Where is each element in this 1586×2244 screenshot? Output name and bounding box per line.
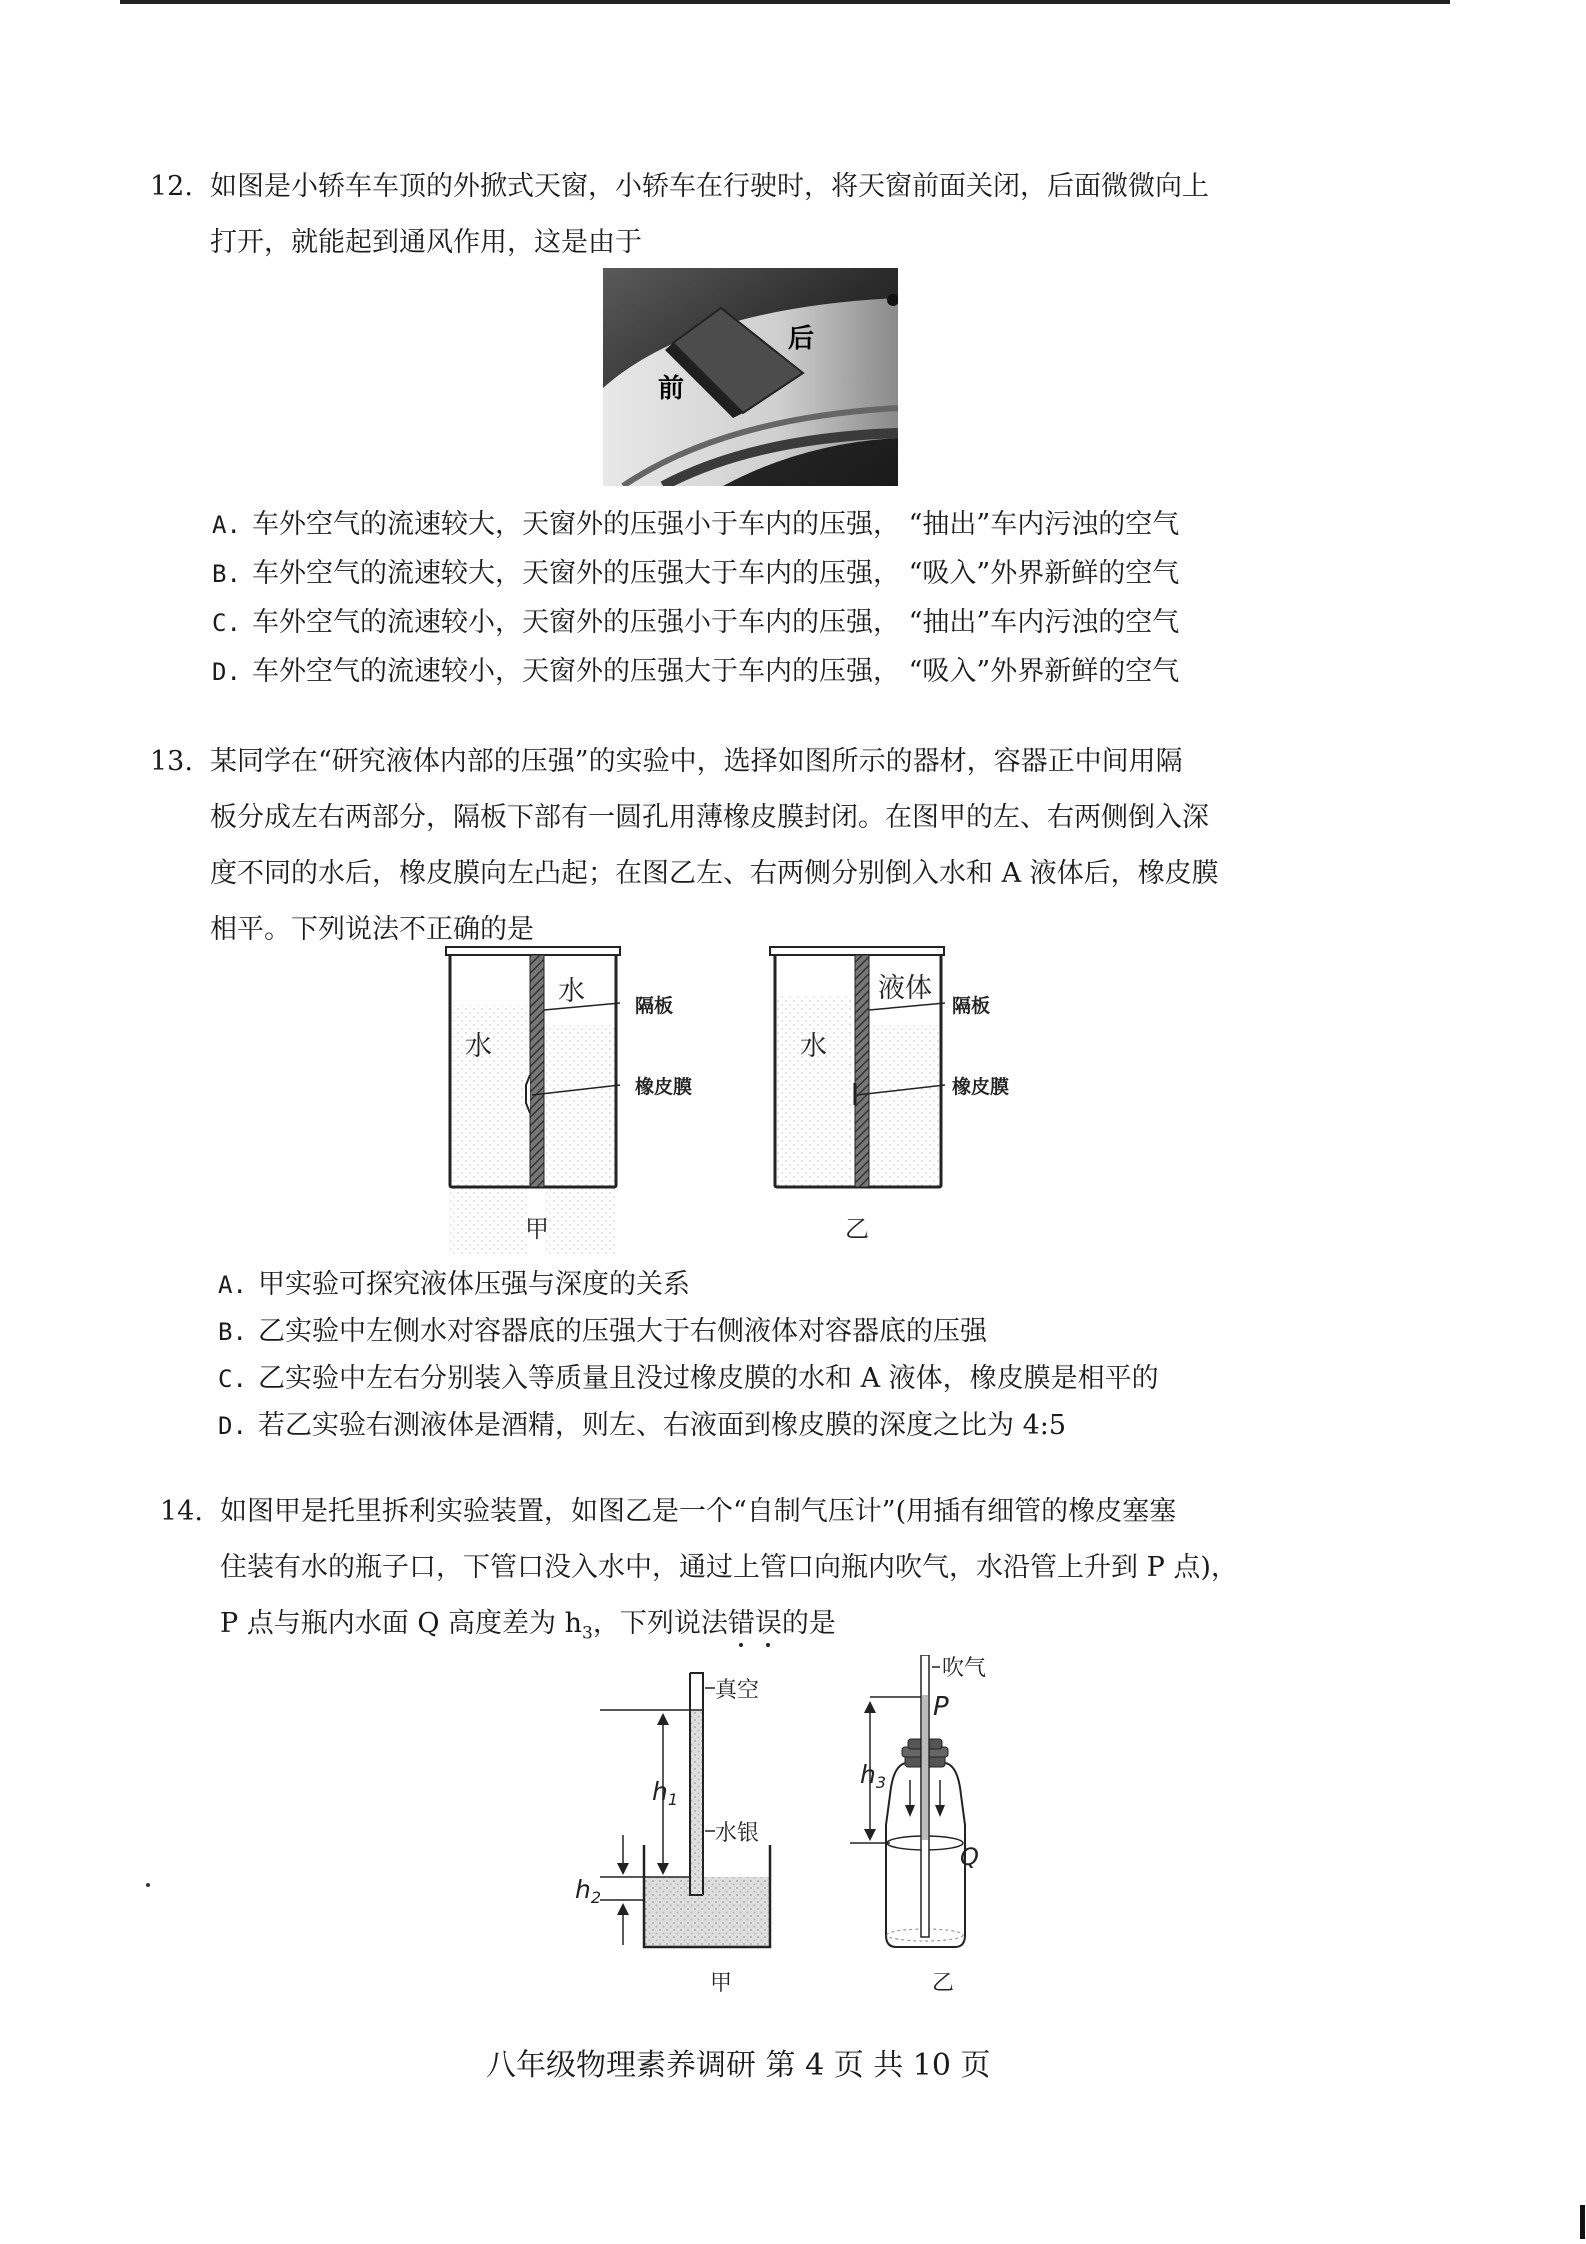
option-letter: A.	[218, 1271, 247, 1299]
option-text: 若乙实验右测液体是酒精，则左、右液面到橡皮膜的深度之比为 4:5	[258, 1410, 1067, 1441]
left-liquid-label: 水	[465, 1031, 492, 1062]
option-letter: D.	[218, 1412, 247, 1440]
sunroof-photo	[603, 268, 898, 486]
option-b	[212, 551, 1179, 590]
option-text: 车外空气的流速较小，天窗外的压强大于车内的压强， “吸入”外界新鲜的空气	[252, 656, 1180, 687]
page-footer: 八年级物理素养调研 第 4 页 共 10 页	[486, 2048, 991, 2083]
option-text: 车外空气的流速较大，天窗外的压强小于车内的压强， “抽出”车内污浊的空气	[252, 509, 1180, 540]
question-text-line	[220, 1597, 836, 1660]
option-a	[212, 502, 1179, 541]
option-b	[218, 1309, 987, 1348]
blow-label: 吹气	[942, 1656, 987, 1681]
option-letter: B.	[218, 1318, 247, 1346]
h2-label: $h_2$	[575, 1875, 602, 1907]
front-label: 前	[658, 374, 685, 404]
question-text-line: 某同学在“研究液体内部的压强”的实验中，选择如图所示的器材，容器正中间用隔	[210, 746, 1183, 777]
top-border-line	[120, 0, 1450, 4]
subscript: 3	[582, 1623, 593, 1644]
option-letter: C.	[218, 1365, 247, 1393]
question-number: 13.	[150, 746, 193, 777]
divider-label: 隔板	[635, 995, 674, 1017]
container-jia	[446, 947, 692, 1255]
question-text-line: 住装有水的瓶子口，下管口没入水中，通过上管口向瓶内吹气，水沿管上升到 P 点)，	[220, 1552, 1238, 1583]
text-segment: 的是	[781, 1608, 836, 1639]
question-text-line: 打开，就能起到通风作用，这是由于	[210, 227, 642, 258]
option-text: 乙实验中左右分别装入等质量且没过橡皮膜的水和 A 液体，橡皮膜是相平的	[258, 1363, 1159, 1394]
scan-edge-mark	[1580, 2205, 1585, 2239]
barometer-figure	[560, 1655, 1020, 1995]
question-text-line: 如图是小轿车车顶的外掀式天窗，小轿车在行驶时，将天窗前面关闭，后面微微向上	[210, 171, 1209, 202]
right-liquid-label: 液体	[878, 973, 932, 1004]
scan-speck	[146, 1883, 150, 1887]
q-label: Q	[960, 1843, 979, 1871]
vacuum-label: 真空	[715, 1678, 760, 1703]
question-text-line: 相平。下列说法不正确的是	[210, 914, 534, 945]
question-text-line: 板分成左右两部分，隔板下部有一圆孔用薄橡皮膜封闭。在图甲的左、右两侧倒入深	[210, 802, 1209, 833]
option-text: 甲实验可探究液体压强与深度的关系	[258, 1269, 690, 1300]
emphasized-char: 错	[727, 1608, 755, 1639]
h3-label: $h_3$	[860, 1760, 887, 1792]
divider-label: 隔板	[952, 995, 991, 1017]
question-text-line: 如图甲是托里拆利实验装置，如图乙是一个“自制气压计”(用插有细管的橡皮塞塞	[220, 1496, 1177, 1527]
option-a	[218, 1262, 690, 1301]
option-letter: C.	[212, 609, 241, 637]
question-12	[150, 160, 1450, 270]
left-liquid-label: 水	[800, 1031, 827, 1062]
right-liquid-label: 水	[558, 976, 585, 1007]
liquid-pressure-figure	[440, 935, 1040, 1255]
option-text: 乙实验中左侧水对容器底的压强大于右侧液体对容器底的压强	[258, 1316, 987, 1347]
option-letter: B.	[212, 560, 241, 588]
figure-caption: 乙	[932, 1971, 955, 1995]
text-segment: P 点与瓶内水面 Q 高度差为 h	[220, 1608, 583, 1639]
option-c	[218, 1356, 1159, 1395]
question-13	[150, 735, 1450, 955]
emphasized-char: 误	[754, 1608, 782, 1639]
option-text: 车外空气的流速较大，天窗外的压强大于车内的压强， “吸入”外界新鲜的空气	[252, 558, 1180, 589]
container-yi	[770, 947, 1009, 1243]
figure-caption: 乙	[845, 1215, 869, 1243]
option-d	[212, 649, 1179, 688]
p-label: P	[933, 1692, 949, 1722]
question-14	[160, 1485, 1460, 1655]
option-c	[212, 600, 1179, 639]
mercury-label: 水银	[715, 1821, 760, 1846]
h1-label: $h_1$	[652, 1777, 679, 1809]
membrane-label: 橡皮膜	[952, 1076, 1010, 1098]
torricelli-apparatus	[575, 1673, 770, 1995]
sunroof-illustration	[603, 268, 898, 486]
option-letter: A.	[212, 511, 241, 539]
homemade-barometer	[850, 1655, 986, 1995]
question-number: 14.	[160, 1496, 203, 1527]
text-segment: ，下列说法	[592, 1608, 728, 1639]
option-text: 车外空气的流速较小，天窗外的压强小于车内的压强， “抽出”车内污浊的空气	[252, 607, 1180, 638]
figure-caption: 甲	[710, 1971, 733, 1995]
question-number: 12.	[150, 171, 193, 202]
figure-caption: 甲	[525, 1215, 549, 1243]
question-text-line: 度不同的水后，橡皮膜向左凸起；在图乙左、右两侧分别倒入水和 A 液体后，橡皮膜	[210, 858, 1219, 889]
option-d	[218, 1403, 1066, 1442]
membrane-label: 橡皮膜	[635, 1076, 693, 1098]
option-letter: D.	[212, 658, 241, 686]
back-label: 后	[788, 324, 815, 354]
